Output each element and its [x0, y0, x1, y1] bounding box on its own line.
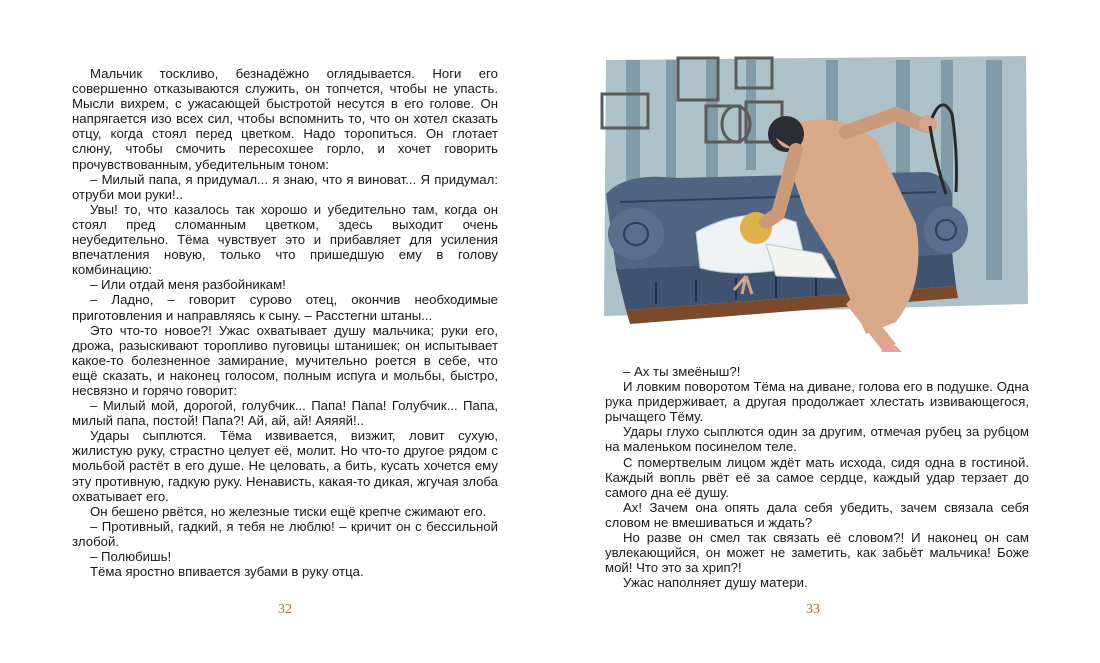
paragraph: – Ладно, – говорит сурово отец, окончив необходимые приготовления и направляясь к сыну. – Расстегни штаны... — [72, 292, 498, 323]
paragraph: Ужас наполняет душу матери. — [623, 575, 808, 591]
paragraph: Тёма яростно впивается зубами в руку отца. — [90, 564, 364, 580]
paragraph: – Милый папа, я придумал... я знаю, что я виноват... Я придумал: отруби мои руки!.. — [72, 171, 498, 202]
paragraph: Он бешено рвётся, но железные тиски ещё крепче сжимают его. — [90, 503, 487, 519]
paragraph: Ах! Зачем она опять дала себя убедить, зачем связала себя словом не вмешиваться и ждать? — [605, 499, 1029, 530]
right-page-text — [605, 364, 1029, 590]
paragraph: Удары глухо сыплются один за другим, отмечая рубец за рубцом на маленьком посинелом теле. — [605, 424, 1029, 455]
paragraph: С помертвелым лицом ждёт мать исхода, сидя одна в гостиной. Каждый вопль рвёт её за самое сердце, каждый удар терзает до самого дна её душу. — [605, 454, 1029, 500]
paragraph: И ловким поворотом Тёма на диване, голова его в подушке. Одна рука придерживает, а другая продолжает хлестать извивающегося, рычащего Тёму. — [605, 379, 1029, 425]
paragraph: Это что-то новое?! Ужас охватывает душу мальчика; руки его, дрожа, разыскивают торопливо пуговицы штанишек; он испытывает какое-то болезненное замирание, мучительно роется в себе, что ещё сказать, и наконец голосом, полным испуга и мольбы, быстро, несвязно и горячо говорит: — [72, 322, 498, 398]
illustration-father-punishing-boy — [596, 54, 1032, 356]
paragraph: Мальчик тоскливо, безнадёжно оглядывается. Ноги его совершенно отказываются служить, он топчется, чтобы не упасть. Мысли вихрем, с ужасающей быстротой несутся в его голове. Он напрягается изо всех сил, чтобы вспомнить то, что он хотел сказать отцу, когда стоял перед цветком. Надо торопиться. Он глотает слюну, чтобы смочить пересохшее горло, и хочет говорить прочувствованным, убедительным тоном: — [72, 66, 498, 172]
paragraph: Увы! то, что казалось так хорошо и убедительно там, когда он стоял пред сломанным цветком, здесь выходит очень неубедительно. Тёма чувствует это и прибавляет для усиления впечатления новую, только что пришедшую ему в голову комбинацию: — [72, 201, 498, 278]
paragraph: – Противный, гадкий, я тебя не люблю! – кричит он с бессильной злобой. — [72, 518, 498, 549]
paragraph: Удары сыплются. Тёма извивается, визжит, ловит сухую, жилистую руку, страстно целует её, молит. Но что-то другое рядом с мольбой растёт в его душе. Не целовать, а бить, кусать хочется ему эту противную, гадкую руку. Ненависть, какая-то дикая, жгучая злоба охватывает его. — [72, 428, 498, 504]
page-number-right: 33 — [806, 602, 820, 617]
page-number-left: 32 — [278, 602, 292, 617]
paragraph: – Ах ты змеёныш?! — [623, 364, 741, 379]
paragraph: – Или отдай меня разбойникам! — [90, 277, 286, 293]
paragraph: – Полюбишь! — [90, 549, 172, 564]
paragraph: – Милый мой, дорогой, голубчик... Папа! Папа! Голубчик... Папа, милый папа, постой! Папа?! Ай, ай, ай! Аяяяй!.. — [72, 398, 498, 429]
left-page-text — [72, 66, 498, 579]
paragraph: Но разве он смел так связать её словом?! И наконец он сам увлекающийся, он может не заметить, как забьёт мальчика! Боже мой! Что это за хрип?! — [605, 530, 1029, 576]
